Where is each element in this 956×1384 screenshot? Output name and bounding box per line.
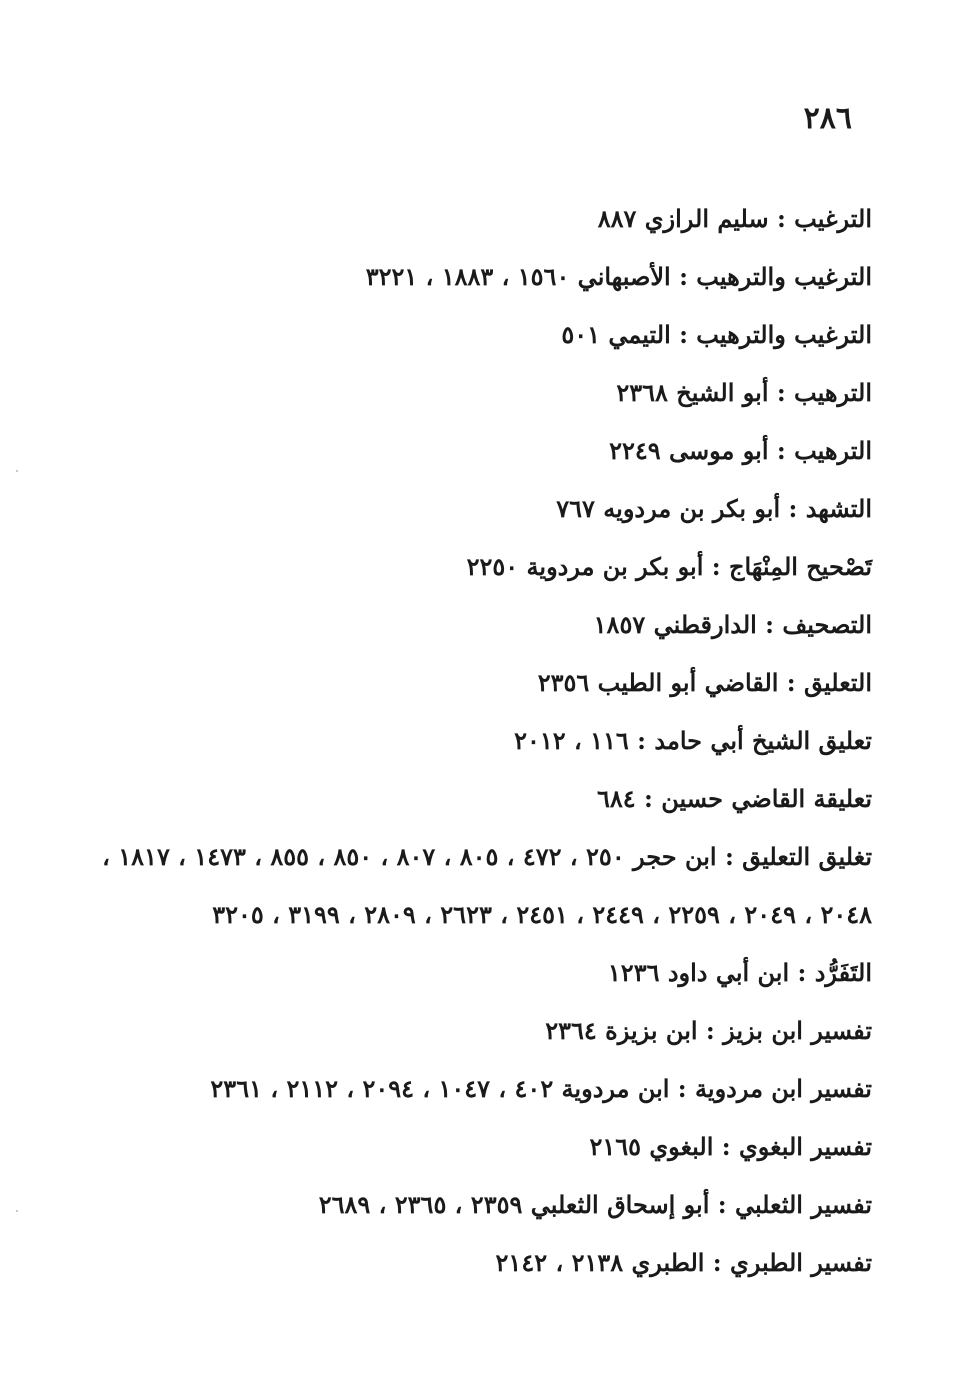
scan-speck	[16, 1210, 18, 1212]
scan-speck	[16, 470, 18, 472]
index-entry: الترغيب : سليم الرازي ٨٨٧	[597, 204, 872, 233]
index-entry: تفسير الثعلبي : أبو إسحاق الثعلبي ٢٣٥٩ ، ٢٣٦٥ ، ٢٦٨٩	[318, 1190, 872, 1219]
index-entry: الترغيب والترهيب : الأصبهاني ١٥٦٠ ، ١٨٨٣ ، ٣٢٢١	[365, 262, 872, 291]
index-entry: تفسير ابن بزيز : ابن بزيزة ٢٣٦٤	[545, 1016, 872, 1045]
index-entry: التصحيف : الدارقطني ١٨٥٧	[593, 610, 872, 639]
index-entry: التَفَرُّد : ابن أبي داود ١٢٣٦	[607, 958, 872, 987]
index-entry: تفسير الطبري : الطبري ٢١٣٨ ، ٢١٤٢	[495, 1248, 872, 1277]
index-entry: تغليق التعليق : ابن حجر ٢٥٠ ، ٤٧٢ ، ٨٠٥ ، ٨٠٧ ، ٨٥٠ ، ٨٥٥ ، ١٤٧٣ ، ١٨١٧ ، ٢٠٤٨ ، ٢٠٤٩ ، ٢٢٥٩ ، ٢٤٤٩ ، ٢٤٥١ ، ٢٦٢٣ ، ٢٨٠٩ ، ٣١٩٩ ، ٣٢٠٥	[102, 842, 872, 929]
index-entry: تفسير ابن مردوية : ابن مردوية ٤٠٢ ، ١٠٤٧ ، ٢٠٩٤ ، ٢١١٢ ، ٢٣٦١	[210, 1074, 872, 1103]
index-entry: الترهيب : أبو الشيخ ٢٣٦٨	[616, 378, 872, 407]
index-entry: تعليق الشيخ أبي حامد : ١١٦ ، ٢٠١٢	[514, 726, 872, 755]
index-entry: الترغيب والترهيب : التيمي ٥٠١	[561, 320, 872, 349]
index-entry: التعليق : القاضي أبو الطيب ٢٣٥٦	[537, 668, 872, 697]
index-entry: تَصْحيح المِنْهَاج : أبو بكر بن مردوية ٢٢٥٠	[466, 552, 872, 581]
index-entry: الترهيب : أبو موسى ٢٢٤٩	[609, 436, 872, 465]
index-entry: تعليقة القاضي حسين : ٦٨٤	[597, 784, 872, 813]
index-entry: التشهد : أبو بكر بن مردويه ٧٦٧	[556, 494, 872, 523]
index-entries-list	[84, 190, 872, 1292]
page-number: ٢٨٦	[803, 101, 852, 136]
index-entry: تفسير البغوي : البغوي ٢١٦٥	[589, 1132, 872, 1161]
